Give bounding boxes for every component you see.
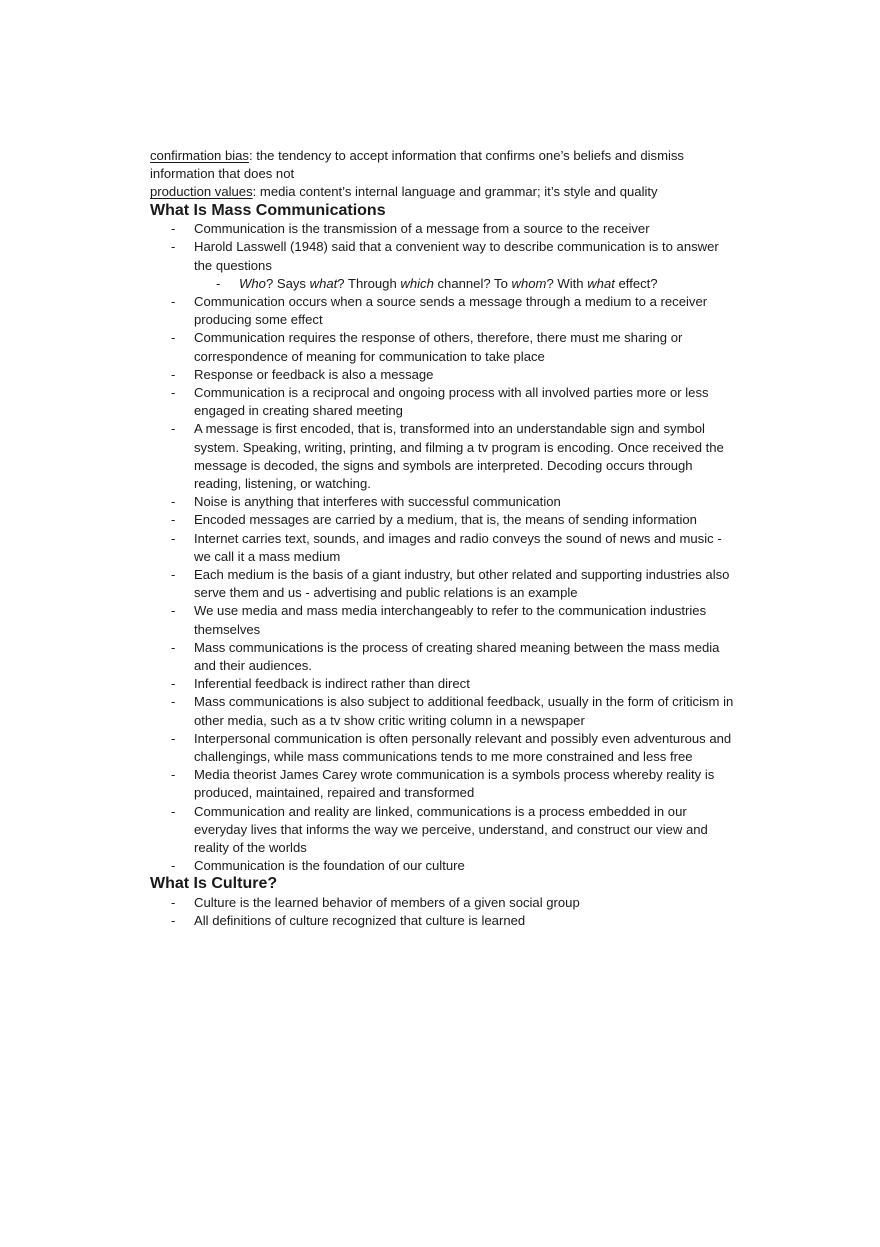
list-item: - All definitions of culture recognized that culture is learned [194,912,740,930]
list-item: - Noise is anything that interferes with successful communication [194,493,740,511]
definition-term: production values [150,184,253,200]
definition-production-values [150,183,740,201]
list-item: - Media theorist James Carey wrote communication is a symbols process whereby reality is produced, maintained, repaired and transformed [194,766,740,802]
section-heading-mass-communications: What Is Mass Communications [150,201,386,219]
list-item: - Communication requires the response of others, therefore, there must me sharing or correspondence of meaning for communication to take place [194,329,740,365]
lasswell-question [239,275,740,293]
list-item: - Mass communications is also subject to additional feedback, usually in the form of criticism in other media, such as a tv show critic writing column in a newspaper [194,693,740,729]
q-text: ? Says [265,275,310,291]
list-item: - A message is first encoded, that is, transformed into an understandable sign and symbol system. Speaking, writing, printing, and filming a tv program is encoding. Once received the message is decoded, the signs and symbols are interpreted. Decoding occurs through reading, listening, or watching. [194,420,740,493]
q-whom: whom [511,275,547,291]
list-item [194,238,740,293]
list-item: - Mass communications is the process of creating shared meaning between the mass media and their audiences. [194,639,740,675]
list-item: - Inferential feedback is indirect rather than direct [194,675,740,693]
definition-confirmation-bias [150,147,740,183]
document-page [150,147,740,930]
q-text: ? Through [337,275,401,291]
list-item: - Encoded messages are carried by a medium, that is, the means of sending information [194,511,740,529]
q-what: what [309,275,338,291]
definition-term: confirmation bias [150,148,249,163]
definition-text: : media content’s internal language and grammar; it’s style and quality [252,184,658,200]
q-text: ? With [546,275,588,291]
list-item: - Each medium is the basis of a giant industry, but other related and supporting industries also serve them and us - advertising and public relations is an example [194,566,740,602]
q-which: which [400,275,434,291]
list-item-text: Harold Lasswell (1948) said that a convenient way to describe communication is to answer the questions [194,239,719,273]
q-what-effect: what [587,275,615,291]
list-item: - Communication and reality are linked, communications is a process embedded in our everyday lives that informs the way we perceive, understand, and construct our view and reality of the worlds [194,803,740,858]
list-item: - Communication is the foundation of our culture [194,857,740,875]
q-who: Who [239,275,266,291]
list-item: - Interpersonal communication is often personally relevant and possibly even adventurous and challengings, while mass communications tends to me more constrained and less free [194,730,740,766]
list-item: - Communication is the transmission of a message from a source to the receiver [194,220,740,238]
list-item: - Communication occurs when a source sends a message through a medium to a receiver producing some effect [194,293,740,329]
section-heading-culture: What Is Culture? [150,875,278,893]
list-item: - Internet carries text, sounds, and images and radio conveys the sound of news and music - we call it a mass medium [194,530,740,566]
list-item: - Culture is the learned behavior of members of a given social group [194,894,740,912]
lasswell-sublist [194,275,740,293]
q-text: effect? [614,275,658,291]
q-text: channel? To [433,275,512,291]
culture-list [150,894,740,930]
list-item: - Communication is a reciprocal and ongoing process with all involved parties more or less engaged in creating shared meeting [194,384,740,420]
list-item: - We use media and mass media interchangeably to refer to the communication industries themselves [194,602,740,638]
mass-communications-list [150,220,740,875]
definition-text: : the tendency to accept information that confirms one’s beliefs and dismiss information that does not [150,148,684,182]
list-item: - Response or feedback is also a message [194,366,740,384]
